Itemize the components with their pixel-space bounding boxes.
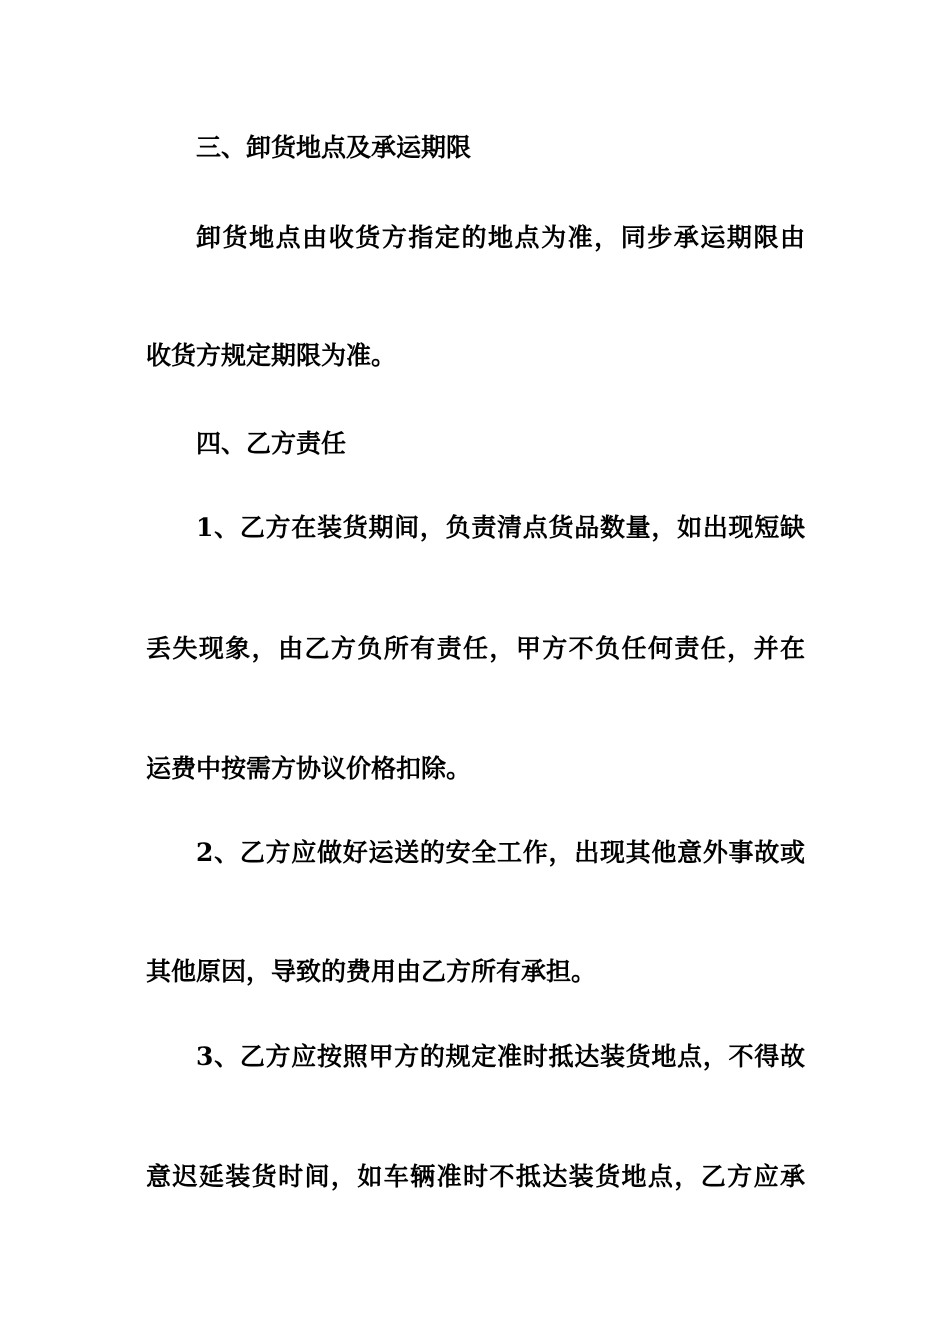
paragraph-line: 1、乙方在装货期间，负责清点货品数量，如出现短缺: [196, 513, 805, 542]
paragraph-line: 运费中按需方协议价格扣除。: [146, 754, 472, 783]
paragraph-line: 3、乙方应按照甲方的规定准时抵达装货地点，不得故: [196, 1042, 805, 1071]
paragraph-line: 其他原因，导致的费用由乙方所有承担。: [146, 957, 597, 986]
paragraph-line: 丢失现象，由乙方负所有责任，甲方不负任何责任，并在: [146, 634, 805, 663]
paragraph-line: 2、乙方应做好运送的安全工作，出现其他意外事故或: [196, 838, 805, 867]
paragraph-line: 卸货地点由收货方指定的地点为准，同步承运期限由: [196, 223, 805, 252]
paragraph-line: 收货方规定期限为准。: [146, 341, 397, 370]
section-heading-3: 三、卸货地点及承运期限: [196, 133, 472, 162]
paragraph-line: 意迟延装货时间，如车辆准时不抵达装货地点，乙方应承: [146, 1162, 805, 1191]
section-heading-4: 四、乙方责任: [196, 429, 347, 458]
